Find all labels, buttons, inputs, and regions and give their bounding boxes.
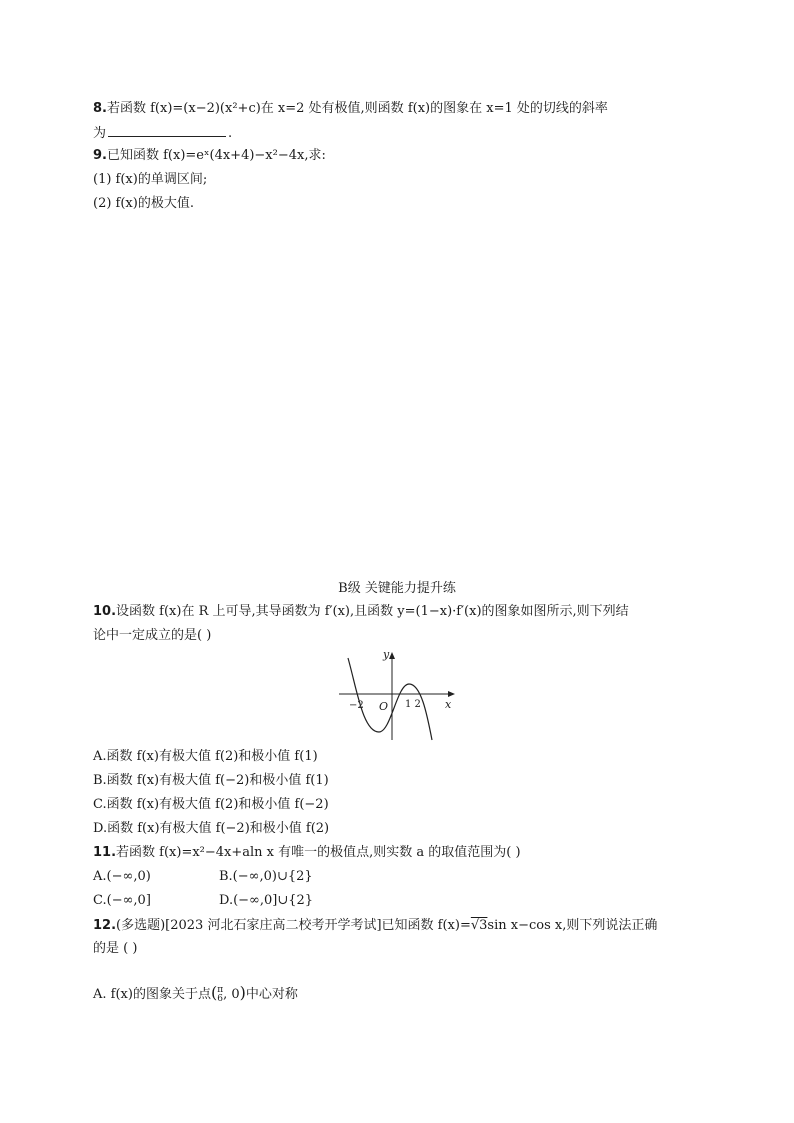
fraction-numerator: π bbox=[217, 984, 224, 995]
y-axis-arrow bbox=[389, 652, 395, 659]
q11-number: 11. bbox=[93, 845, 117, 860]
origin-label: O bbox=[379, 700, 389, 713]
q11-option-c[interactable]: C.(−∞,0] bbox=[93, 893, 151, 908]
q9-part-1: (1) f(x)的单调区间; bbox=[93, 172, 208, 187]
q10-option-b[interactable]: B.函数 f(x)有极大值 f(−2)和极小值 f(1) bbox=[93, 773, 329, 788]
q8-text2-pre: 为 bbox=[93, 126, 107, 141]
q12-option-a-pair-rest: , 0 bbox=[223, 987, 240, 1002]
q10-option-d[interactable]: D.函数 f(x)有极大值 f(−2)和极小值 f(2) bbox=[93, 821, 330, 836]
q10-option-a[interactable]: A.函数 f(x)有极大值 f(2)和极小值 f(1) bbox=[93, 749, 318, 764]
q9-part-2: (2) f(x)的极大值. bbox=[93, 196, 194, 211]
q12-number: 12. bbox=[93, 918, 117, 933]
q12-option-a-post: 中心对称 bbox=[245, 987, 298, 1002]
q12-line1 bbox=[93, 918, 657, 934]
q8-text: 若函数 f(x)=(x−2)(x²+c)在 x=2 处有极值,则函数 f(x)的图象在 x=1 处的切线的斜率 bbox=[106, 101, 608, 116]
q9-line1 bbox=[93, 148, 326, 164]
q11-option-d[interactable]: D.(−∞,0]∪{2} bbox=[219, 893, 314, 908]
q9-number: 9. bbox=[93, 148, 107, 163]
q10-line2: 论中一定成立的是( ) bbox=[93, 628, 212, 643]
q11-line1 bbox=[93, 845, 521, 861]
q8-answer-blank[interactable] bbox=[108, 124, 226, 137]
fraction-denominator: 6 bbox=[217, 993, 224, 1004]
q12-option-a-paren-close: ) bbox=[239, 983, 246, 1002]
q8-number: 8. bbox=[93, 101, 107, 116]
q12-option-a[interactable] bbox=[93, 983, 298, 1005]
q10-number: 10. bbox=[93, 604, 117, 619]
q8-text2-post: . bbox=[228, 126, 233, 141]
section-b-heading: B级 关键能力提升练 bbox=[338, 581, 456, 596]
q12-option-a-pre: A. f(x)的图象关于点 bbox=[93, 987, 211, 1002]
q12-option-a-paren-open: ( bbox=[210, 983, 218, 1002]
q10-option-c[interactable]: C.函数 f(x)有极大值 f(2)和极小值 f(−2) bbox=[93, 797, 329, 812]
x-axis-arrow bbox=[448, 691, 455, 697]
y-axis-label: y bbox=[383, 648, 390, 661]
q9-text: 已知函数 f(x)=eˣ(4x+4)−x²−4x,求: bbox=[106, 148, 326, 163]
q12-sqrt3: √3 bbox=[470, 918, 488, 933]
q11-text: 若函数 f(x)=x²−4x+aln x 有唯一的极值点,则实数 a 的取值范围为( ) bbox=[116, 845, 521, 860]
tick-label-1-2: 1 2 bbox=[405, 699, 421, 710]
q12-text-pre: (多选题)[2023 河北石家庄高二校考开学考试]已知函数 f(x)= bbox=[116, 918, 471, 933]
q12-text-post: sin x−cos x,则下列说法正确 bbox=[487, 918, 658, 933]
x-axis-label: x bbox=[445, 698, 452, 711]
q10-line1 bbox=[93, 604, 629, 620]
q10-graph bbox=[335, 648, 460, 743]
q8-line2 bbox=[93, 124, 232, 142]
tick-label-neg2: −2 bbox=[349, 700, 364, 711]
q11-option-a[interactable]: A.(−∞,0) bbox=[93, 869, 151, 884]
q10-text: 设函数 f(x)在 R 上可导,其导函数为 f′(x),且函数 y=(1−x)·f′(x)的图象如图所示,则下列结 bbox=[116, 604, 629, 619]
q12-line2: 的是 ( ) bbox=[93, 941, 138, 956]
q11-option-b[interactable]: B.(−∞,0)∪{2} bbox=[219, 869, 313, 884]
q8-line1 bbox=[93, 101, 608, 117]
